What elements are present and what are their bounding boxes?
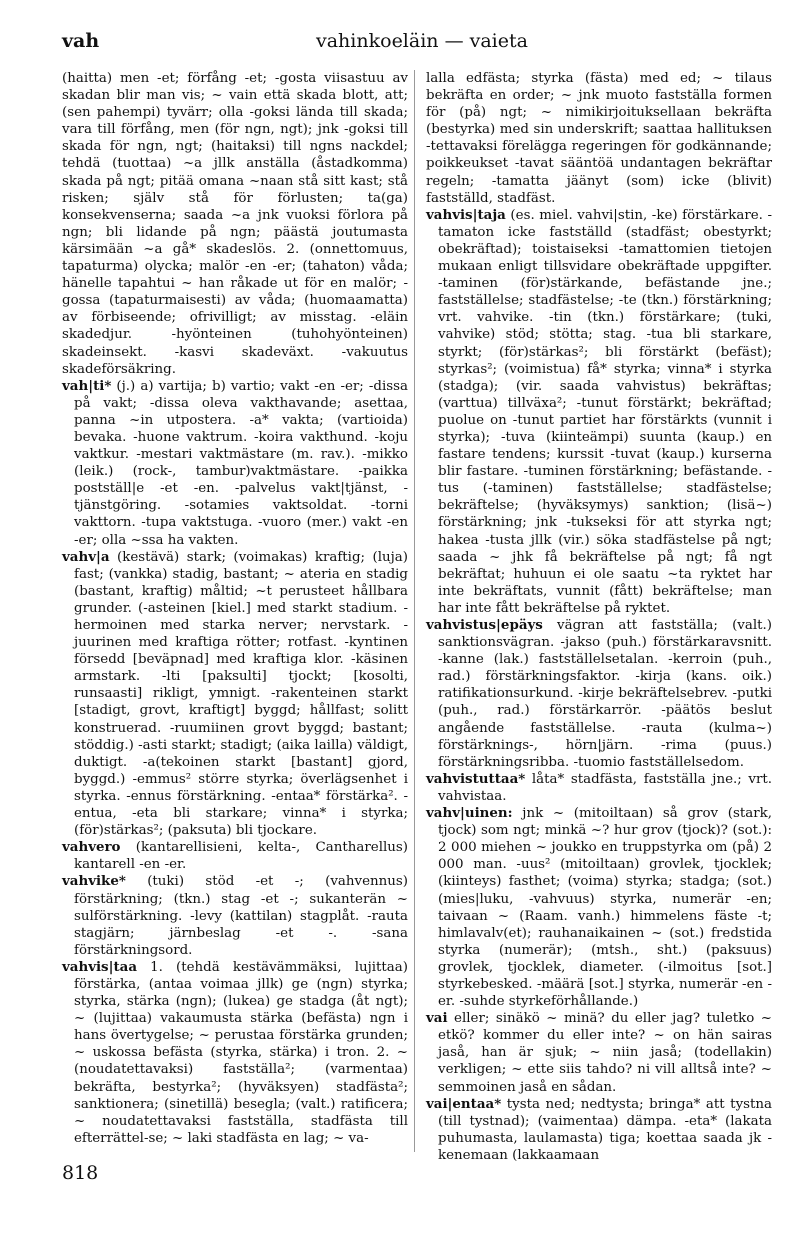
dictionary-entry: vahvistuttaa* låta* stadfästa, fastställa jne.; vrt. vahvistaa.	[426, 770, 772, 804]
dictionary-entry: vahvis|taja (es. miel. vahvi|stin, -ke) förstärkare. -tamaton icke fastställd (stadfäst; obestyrkt; obekräftad); toistaiseksi -tamattomien tietojen mukaan enligt tillsvidare obekräftade uppgifter. -taminen (för)stärkande, befästande jne.; fastställelse; stadfästelse; -te (tkn.) förstärkning; vrt. vahvike. -tin (tkn.) förstärkare; (tuki, vahvike) stöd; stötta; stag. -tua bli starkare, styrkt; (för)stärkas²; bli förstärkt (befäst); styrkas²; (voimistua) få* styrka; vinna* i styrka (stadga); (vir. saada vahvistus) bekräftas; (varttua) tillväxa²; -tunut förstärkt; bekräftad; puolue on -tunut partiet har förstärkts (vunnit i styrka); -tuva (kiinteämpi) suunta (kaup.) en fastare tendens; kurssit -tuvat (kaup.) kurserna blir fastare. -tuminen förstärkning; befästande. -tus (-taminen) fastställelse; stadfästelse; bekräftelse; (hyväksymys) sanktion; (lisä~) förstärkning; jnk -tukseksi för att styrka ngt; hakea -tusta jllk (vir.) söka stadfästelse på ngt; saada ~ jhk få bekräftelse på ngt; få ngt bekräftat; huhuun ei ole saatu ~ta ryktet har inte bekräftats, vunnit (fått) bekräftelse; man har inte fått bekräftelse på ryktet.	[426, 206, 772, 616]
dictionary-entry: vai|entaa* tysta ned; nedtysta; bringa* att tystna (till tystnad); (vaimentaa) dämpa. -eta* (lakata puhumasta, laulamasta) tiga; koettaa saada jk -kenemaan (lakkaamaan	[426, 1095, 772, 1163]
dictionary-entry: vahvis|taa 1. (tehdä kestävämmäksi, lujittaa) förstärka, (antaa voimaa jllk) ge (ngn) styrka; styrka, stärka (ngn); (lukea) ge stadga (åt ngt); ~ (lujittaa) vakaumusta stärka (befästa) ngn i hans övertygelse; ~ perustaa förstärka grunden; ~ uskossa befästa (styrka, stärka) i tron. 2. ~ (noudatettavaksi) fastställa²; (varmentaa) bekräfta, bestyrka²; (hyväksyen) stadfästa²; sanktionera; (sinetillä) besegla; (valt.) ratificera; ~ noudatettavaksi fastställa, stadfästa till efterrättel-se; ~ laki stadfästa en lag; ~ va-	[62, 958, 408, 1146]
dictionary-entry: vahvistus|epäys vägran att fastställa; (valt.) sanktionsvägran. -jakso (puh.) förstärkaravsnitt. -kanne (lak.) fastställelsetalan. -kerroin (puh., rad.) förstärkningsfaktor. -kirja (kans. oik.) ratifikationsurkund. -kirje bekräftelsebrev. -putki (puh., rad.) förstärkarrör. -päätös beslut angående fastställelse. -rauta (kulma~) förstärknings-, hörn|järn. -rima (puus.) förstärkningsribba. -tuomio fastställelsedom.	[426, 617, 772, 770]
dictionary-entry: vahv|a (kestävä) stark; (voimakas) kraftig; (luja) fast; (vankka) stadig, bastant; ~ ateria en stadig (bastant, kraftig) måltid; ~t perusteet hållbara grunder. (-asteinen [kiel.] med starkt stadium. -hermoinen med starka nerver; nervstark. -juurinen med kraftiga rötter; rotfast. -kyntinen försedd [beväpnad] med kraftiga klor. -käsinen armstark. -lti [paksulti] tjockt; [kosolti, runsaasti] rikligt, ymnigt. -rakenteinen starkt [stadigt, grovt, kraftigt] byggd; hållfast; solitt konstruerad. -ruumiinen grovt byggd; bastant; stöddig.) -asti starkt; stadigt; (aika lailla) väldigt, duktigt. -a(tekoinen starkt [bastant] gjord, byggd.) -emmus² större styrka; överlägsenhet i styrka. -ennus förstärkning. -entaa* förstärka². -entua, -eta bli starkare; vinna* i styrka; (för)stärkas²; (paksuta) bli tjockare.	[62, 548, 408, 839]
headword: vahv|uinen:	[426, 805, 513, 822]
page-number: 818	[62, 1162, 99, 1184]
dictionary-entry: (haitta) men -et; förfång -et; -gosta viisastuu av skadan blir man vis; ~ vain että skada blott, att; (sen pahempi) tyvärr; olla -goksi lända till skada; vara till förfång, men (för ngn, ngt); jnk -goksi till skada för ngn, ngt; (haitaksi) till ngns nackdel; tehdä (tuottaa) ~a jllk anställa (åstadkomma) skada på ngt; pitää omana ~naan stå sitt kast; stå risken; själv stå för förlusten; ta(ga) konsekvenserna; saada ~a jnk vuoksi förlora på ngn; bli lidande på ngn; päästä joutumasta kärsimään ~a gå* skadeslös. 2. (onnettomuus, tapaturma) olycka; malör -en -er; (tahaton) våda; hänelle tapahtui ~ han råkade ut för en malör; -gossa (tapaturmaisesti) av våda; (huomaamatta) av förbiseende; ofrivilligt; av misstag. -eläin skadedjur. -hyönteinen (tuhohyönteinen) skadeinsekt. -kasvi skadeväxt. -vakuutus skadeförsäkring.	[62, 71, 408, 377]
headword: vahvistuttaa*	[426, 770, 526, 787]
header-guide-word: vah	[62, 30, 100, 52]
headword: vahv|a	[62, 548, 110, 565]
headword: vahvis|taja	[426, 206, 506, 223]
headword: vahvero	[62, 839, 121, 856]
headword: vai|entaa*	[426, 1095, 502, 1112]
header-title: vahinkoeläin — vaieta	[316, 30, 528, 52]
headword: vahvis|taa	[62, 958, 138, 975]
headword: vah|ti*	[62, 377, 112, 394]
dictionary-entry: vah|ti* (j.) a) vartija; b) vartio; vakt -en -er; -dissa på vakt; -dissa oleva vakthavande; asettaa, panna ~in utpostera. -a* vakta; (vartioida) bevaka. -huone vaktrum. -koira vakthund. -koju vaktkur. -mestari vaktmästare (m. rav.). -mikko (leik.) (rock-, tambur)vaktmästare. -paikka postställ|e -et -en. -palvelus vakt|tjänst, -tjänstgöring. -sotamies vaktsoldat. -torni vakttorn. -tupa vaktstuga. -vuoro (mer.) vakt -en -er; olla ~ssa ha vakten.	[62, 377, 408, 548]
page-header	[0, 30, 792, 60]
dictionary-entry: vai eller; sinäkö ~ minä? du eller jag? tuletko ~ etkö? kommer du eller inte? ~ on hän sairas jaså, han är sjuk; ~ niin jaså; (todellakin) verkligen; ~ ette siis tahdo? ni vill alltså inte? ~ semmoinen jaså en sådan.	[426, 1010, 772, 1095]
dictionary-entry: lalla edfästa; styrka (fästa) med ed; ~ tilaus bekräfta en order; ~ jnk muoto fastställa formen för (på) ngt; ~ nimikirjoituksellaan bekräfta (bestyrka) med sin underskrift; saattaa hallituksen -tettavaksi förelägga regeringen för godkännande; poikkeukset -tavat sääntöä undantagen bekräftar regeln; -tamatta jäänyt (som) icke (blivit) fastställd, stadfäst.	[426, 71, 772, 206]
dictionary-entry: vahvero (kantarellisieni, kelta-, Cantharellus) kantarell -en -er.	[62, 839, 408, 873]
headword: vahvike*	[62, 873, 126, 890]
column-divider	[414, 70, 415, 1152]
dictionary-entry: vahvike* (tuki) stöd -et -; (vahvennus) förstärkning; (tkn.) stag -et -; sukanterän ~ sulförstärkning. -levy (kattilan) stagplåt. -rauta stagjärn; järnbeslag -et -. -sana förstärkningsord.	[62, 873, 408, 958]
dictionary-entry: vahv|uinen: jnk ~ (mitoiltaan) så grov (stark, tjock) som ngt; minkä ~? hur grov (tjock)? (sot.): 2 000 miehen ~ joukko en truppstyrka om (på) 2 000 man. -uus² (mitoiltaan) grovlek, tjocklek; (kiinteys) fasthet; (voima) styrka; stadga; (sot.) (mies|luku, -vahvuus) styrka, numerär -en; taivaan ~ (Raam. vanh.) himmelens fäste -t; himlavalv(et); rauhanaikainen ~ (sot.) fredstida styrka (numerär); (mtsh., sht.) (paksuus) grovlek, tjocklek, diameter. (-ilmoitus [sot.] styrkebesked. -määrä [sot.] styrka, numerär -en -er. -suhde styrkeförhållande.)	[426, 805, 772, 1010]
headword: vai	[426, 1010, 448, 1027]
right-column	[426, 70, 772, 1163]
headword: vahvistus|epäys	[426, 617, 543, 633]
left-column	[62, 70, 408, 1152]
